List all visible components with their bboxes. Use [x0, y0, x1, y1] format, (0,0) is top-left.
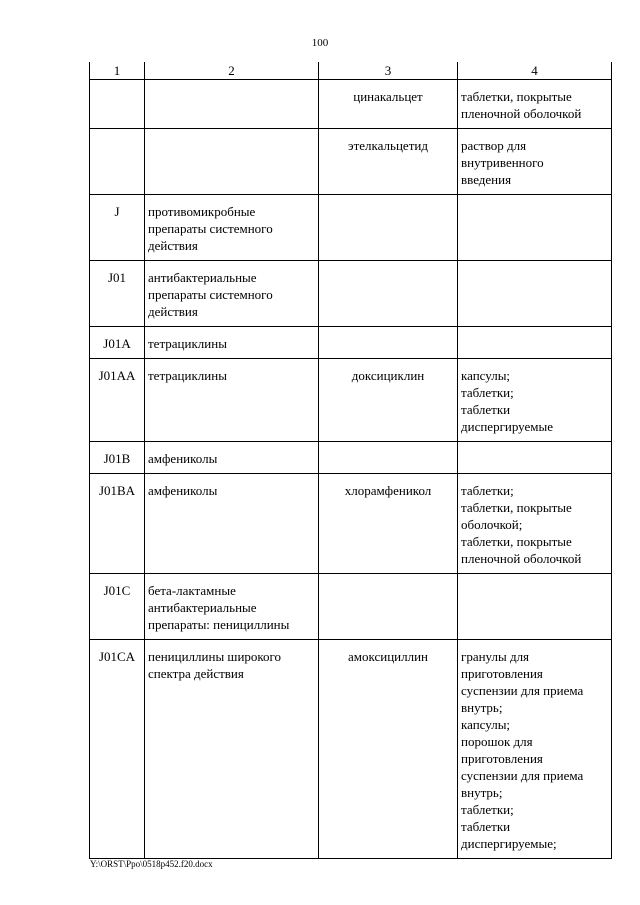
column-header: 4 — [458, 62, 612, 80]
dosage-form-line: суспензии для приема — [461, 768, 584, 783]
table-row — [90, 574, 612, 640]
atc-code-cell: J01CA — [90, 640, 145, 859]
table-header-row — [90, 62, 612, 80]
dosage-forms-cell — [458, 359, 612, 442]
group-line: препараты: пенициллины — [148, 617, 290, 632]
dosage-form-line: капсулы; — [461, 717, 511, 732]
dosage-forms-cell — [458, 574, 612, 640]
table-row — [90, 129, 612, 195]
atc-code-cell: J01BA — [90, 474, 145, 574]
group-line: амфениколы — [148, 483, 218, 498]
table-row — [90, 195, 612, 261]
group-cell — [145, 359, 319, 442]
drug-name-cell — [319, 261, 458, 327]
group-line: антибактериальные — [148, 600, 257, 615]
group-line: действия — [148, 304, 198, 319]
dosage-form-line: гранулы для — [461, 649, 530, 664]
group-line: амфениколы — [148, 451, 218, 466]
table-row — [90, 442, 612, 474]
footer-file-path: Y:\ORST\Ppo\0518p452.f20.docx — [90, 859, 213, 869]
dosage-form-line: таблетки, покрытые — [461, 89, 572, 104]
group-line: препараты системного — [148, 221, 273, 236]
dosage-form-line: приготовления — [461, 666, 543, 681]
dosage-form-line: таблетки; — [461, 385, 514, 400]
table-row — [90, 474, 612, 574]
atc-code-cell: J01AA — [90, 359, 145, 442]
dosage-form-line: капсулы; — [461, 368, 511, 383]
dosage-forms-cell — [458, 474, 612, 574]
dosage-form-line: оболочкой; — [461, 517, 523, 532]
dosage-form-line: диспергируемые — [461, 419, 554, 434]
group-cell — [145, 80, 319, 129]
group-cell — [145, 261, 319, 327]
column-header: 2 — [145, 62, 319, 80]
group-line: антибактериальные — [148, 270, 257, 285]
dosage-form-line: внутрь; — [461, 785, 503, 800]
group-line: препараты системного — [148, 287, 273, 302]
dosage-form-line: таблетки — [461, 402, 511, 417]
dosage-forms-cell — [458, 80, 612, 129]
drug-name-cell: хлорамфеникол — [319, 474, 458, 574]
group-cell — [145, 195, 319, 261]
table-row — [90, 327, 612, 359]
group-line: бета-лактамные — [148, 583, 236, 598]
dosage-form-line: введения — [461, 172, 512, 187]
drug-name-cell — [319, 574, 458, 640]
dosage-form-line: суспензии для приема — [461, 683, 584, 698]
group-cell — [145, 574, 319, 640]
atc-code-cell: J — [90, 195, 145, 261]
group-line: спектра действия — [148, 666, 244, 681]
group-line: пенициллины широкого — [148, 649, 282, 664]
atc-code-cell: J01C — [90, 574, 145, 640]
drug-name-cell: цинакальцет — [319, 80, 458, 129]
group-cell — [145, 474, 319, 574]
dosage-forms-cell — [458, 261, 612, 327]
dosage-form-line: таблетки; — [461, 802, 514, 817]
dosage-forms-cell — [458, 640, 612, 859]
table-body — [90, 80, 612, 859]
dosage-form-line: порошок для — [461, 734, 533, 749]
group-line: тетрациклины — [148, 368, 227, 383]
dosage-forms-cell — [458, 129, 612, 195]
drug-name-cell: амоксициллин — [319, 640, 458, 859]
group-line: действия — [148, 238, 198, 253]
drug-name-cell: доксициклин — [319, 359, 458, 442]
group-cell — [145, 327, 319, 359]
dosage-forms-cell — [458, 195, 612, 261]
group-cell — [145, 129, 319, 195]
atc-code-cell: J01A — [90, 327, 145, 359]
atc-code-cell — [90, 80, 145, 129]
column-header: 3 — [319, 62, 458, 80]
table-row — [90, 80, 612, 129]
dosage-form-line: раствор для — [461, 138, 527, 153]
atc-code-cell: J01 — [90, 261, 145, 327]
dosage-form-line: внутривенного — [461, 155, 544, 170]
group-cell — [145, 442, 319, 474]
page-number: 100 — [311, 37, 329, 49]
table-row — [90, 359, 612, 442]
dosage-form-line: таблетки, покрытые — [461, 500, 572, 515]
drug-table — [89, 62, 612, 859]
column-header: 1 — [90, 62, 145, 80]
drug-name-cell — [319, 195, 458, 261]
table-row — [90, 261, 612, 327]
atc-code-cell: J01B — [90, 442, 145, 474]
group-line: противомикробные — [148, 204, 256, 219]
drug-name-cell — [319, 442, 458, 474]
dosage-forms-cell — [458, 327, 612, 359]
dosage-form-line: пленочной оболочкой — [461, 551, 582, 566]
dosage-form-line: таблетки, покрытые — [461, 534, 572, 549]
dosage-form-line: диспергируемые; — [461, 836, 557, 851]
atc-code-cell — [90, 129, 145, 195]
dosage-forms-cell — [458, 442, 612, 474]
dosage-form-line: пленочной оболочкой — [461, 106, 582, 121]
group-line: тетрациклины — [148, 336, 227, 351]
drug-name-cell — [319, 327, 458, 359]
table-row — [90, 640, 612, 859]
dosage-form-line: внутрь; — [461, 700, 503, 715]
group-cell — [145, 640, 319, 859]
drug-name-cell: этелкальцетид — [319, 129, 458, 195]
dosage-form-line: таблетки — [461, 819, 511, 834]
dosage-form-line: приготовления — [461, 751, 543, 766]
dosage-form-line: таблетки; — [461, 483, 514, 498]
